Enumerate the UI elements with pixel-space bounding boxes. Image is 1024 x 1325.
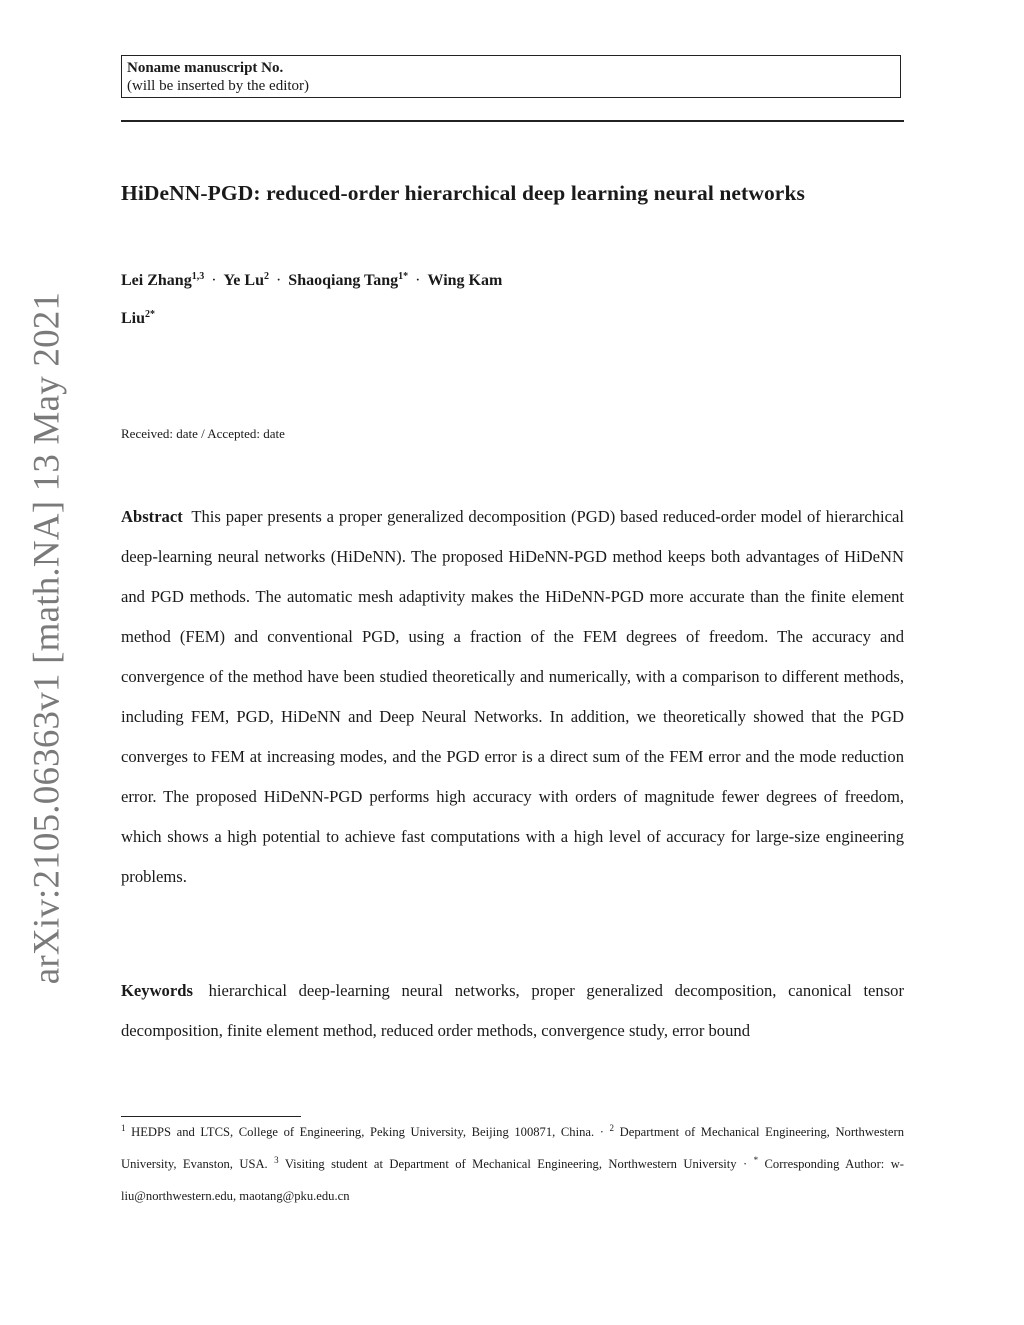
manuscript-number: Noname manuscript No. (127, 60, 284, 76)
author-name: Wing Kam (427, 272, 503, 289)
affiliation-3: Visiting student at Department of Mechanical Engineering, Northwestern University · (284, 1157, 748, 1171)
author-list (121, 262, 681, 338)
arxiv-identifier-stamp: arXiv:2105.06363v1 [math.NA] 13 May 2021 (26, 291, 68, 985)
footnote-marker: * (753, 1155, 759, 1165)
author-name: Ye Lu (223, 272, 264, 289)
paper-title: HiDeNN-PGD: reduced-order hierarchical deep learning neural networks (121, 181, 805, 205)
footnote-marker: 3 (274, 1155, 279, 1165)
keywords-text: hierarchical deep-learning neural networks, proper generalized decomposition, canonical tensor decomposition, finite element method, reduced order methods, convergence study, error bound (121, 981, 904, 1040)
abstract-text: This paper presents a proper generalized decomposition (PGD) based reduced-order model of hierarchical deep-learning neural networks (HiDeNN). The proposed HiDeNN-PGD method keeps both advantages of HiDeNN and PGD methods. The automatic mesh adaptivity makes the HiDeNN-PGD more accurate than the finite element method (FEM) and conventional PGD, using a fraction of the FEM degrees of freedom. The accuracy and convergence of the method have been studied theoretically and numerically, with a comparison to different methods, including FEM, PGD, HiDeNN and Deep Neural Networks. In addition, we theoretically showed that the PGD converges to FEM at increasing modes, and the PGD error is a direct sum of the FEM error and the mode reduction error. The proposed HiDeNN-PGD performs high accuracy with orders of magnitude fewer degrees of freedom, which shows a high potential to achieve fast computations with a high level of accuracy for large-size engineering problems. (121, 507, 904, 886)
author-name: Lei Zhang (121, 272, 192, 289)
author-separator: · (211, 272, 217, 289)
affiliation-2: Department of Mechanical Engineering, Northwestern University, Evanston, USA. (121, 1125, 904, 1171)
author-affiliation: 1,3 (191, 271, 205, 282)
footnote-marker: 1 (121, 1123, 126, 1133)
author-separator: · (275, 272, 282, 289)
footnote-marker: 2 (609, 1123, 615, 1133)
affiliations-footnote (121, 1116, 904, 1212)
author-separator: · (415, 272, 421, 289)
affiliation-1: HEDPS and LTCS, College of Engineering, Peking University, Beijing 100871, China. · (131, 1125, 604, 1139)
abstract-section (121, 497, 904, 897)
abstract-label: Abstract (121, 507, 183, 526)
author-affiliation: 1* (398, 271, 409, 282)
keywords-section (121, 971, 904, 1051)
manuscript-header-box (121, 55, 901, 98)
corresponding-author: Corresponding Author: w-liu@northwestern.edu, maotang@pku.edu.cn (121, 1157, 904, 1203)
author-name: Liu (121, 310, 146, 327)
received-accepted-dates: Received: date / Accepted: date (121, 426, 285, 441)
editor-note: (will be inserted by the editor) (127, 78, 310, 94)
author-name: Shaoqiang Tang (288, 272, 399, 289)
header-rule (121, 120, 904, 122)
author-affiliation: 2* (145, 309, 156, 320)
keywords-label: Keywords (121, 981, 193, 1000)
author-affiliation: 2 (263, 271, 269, 282)
